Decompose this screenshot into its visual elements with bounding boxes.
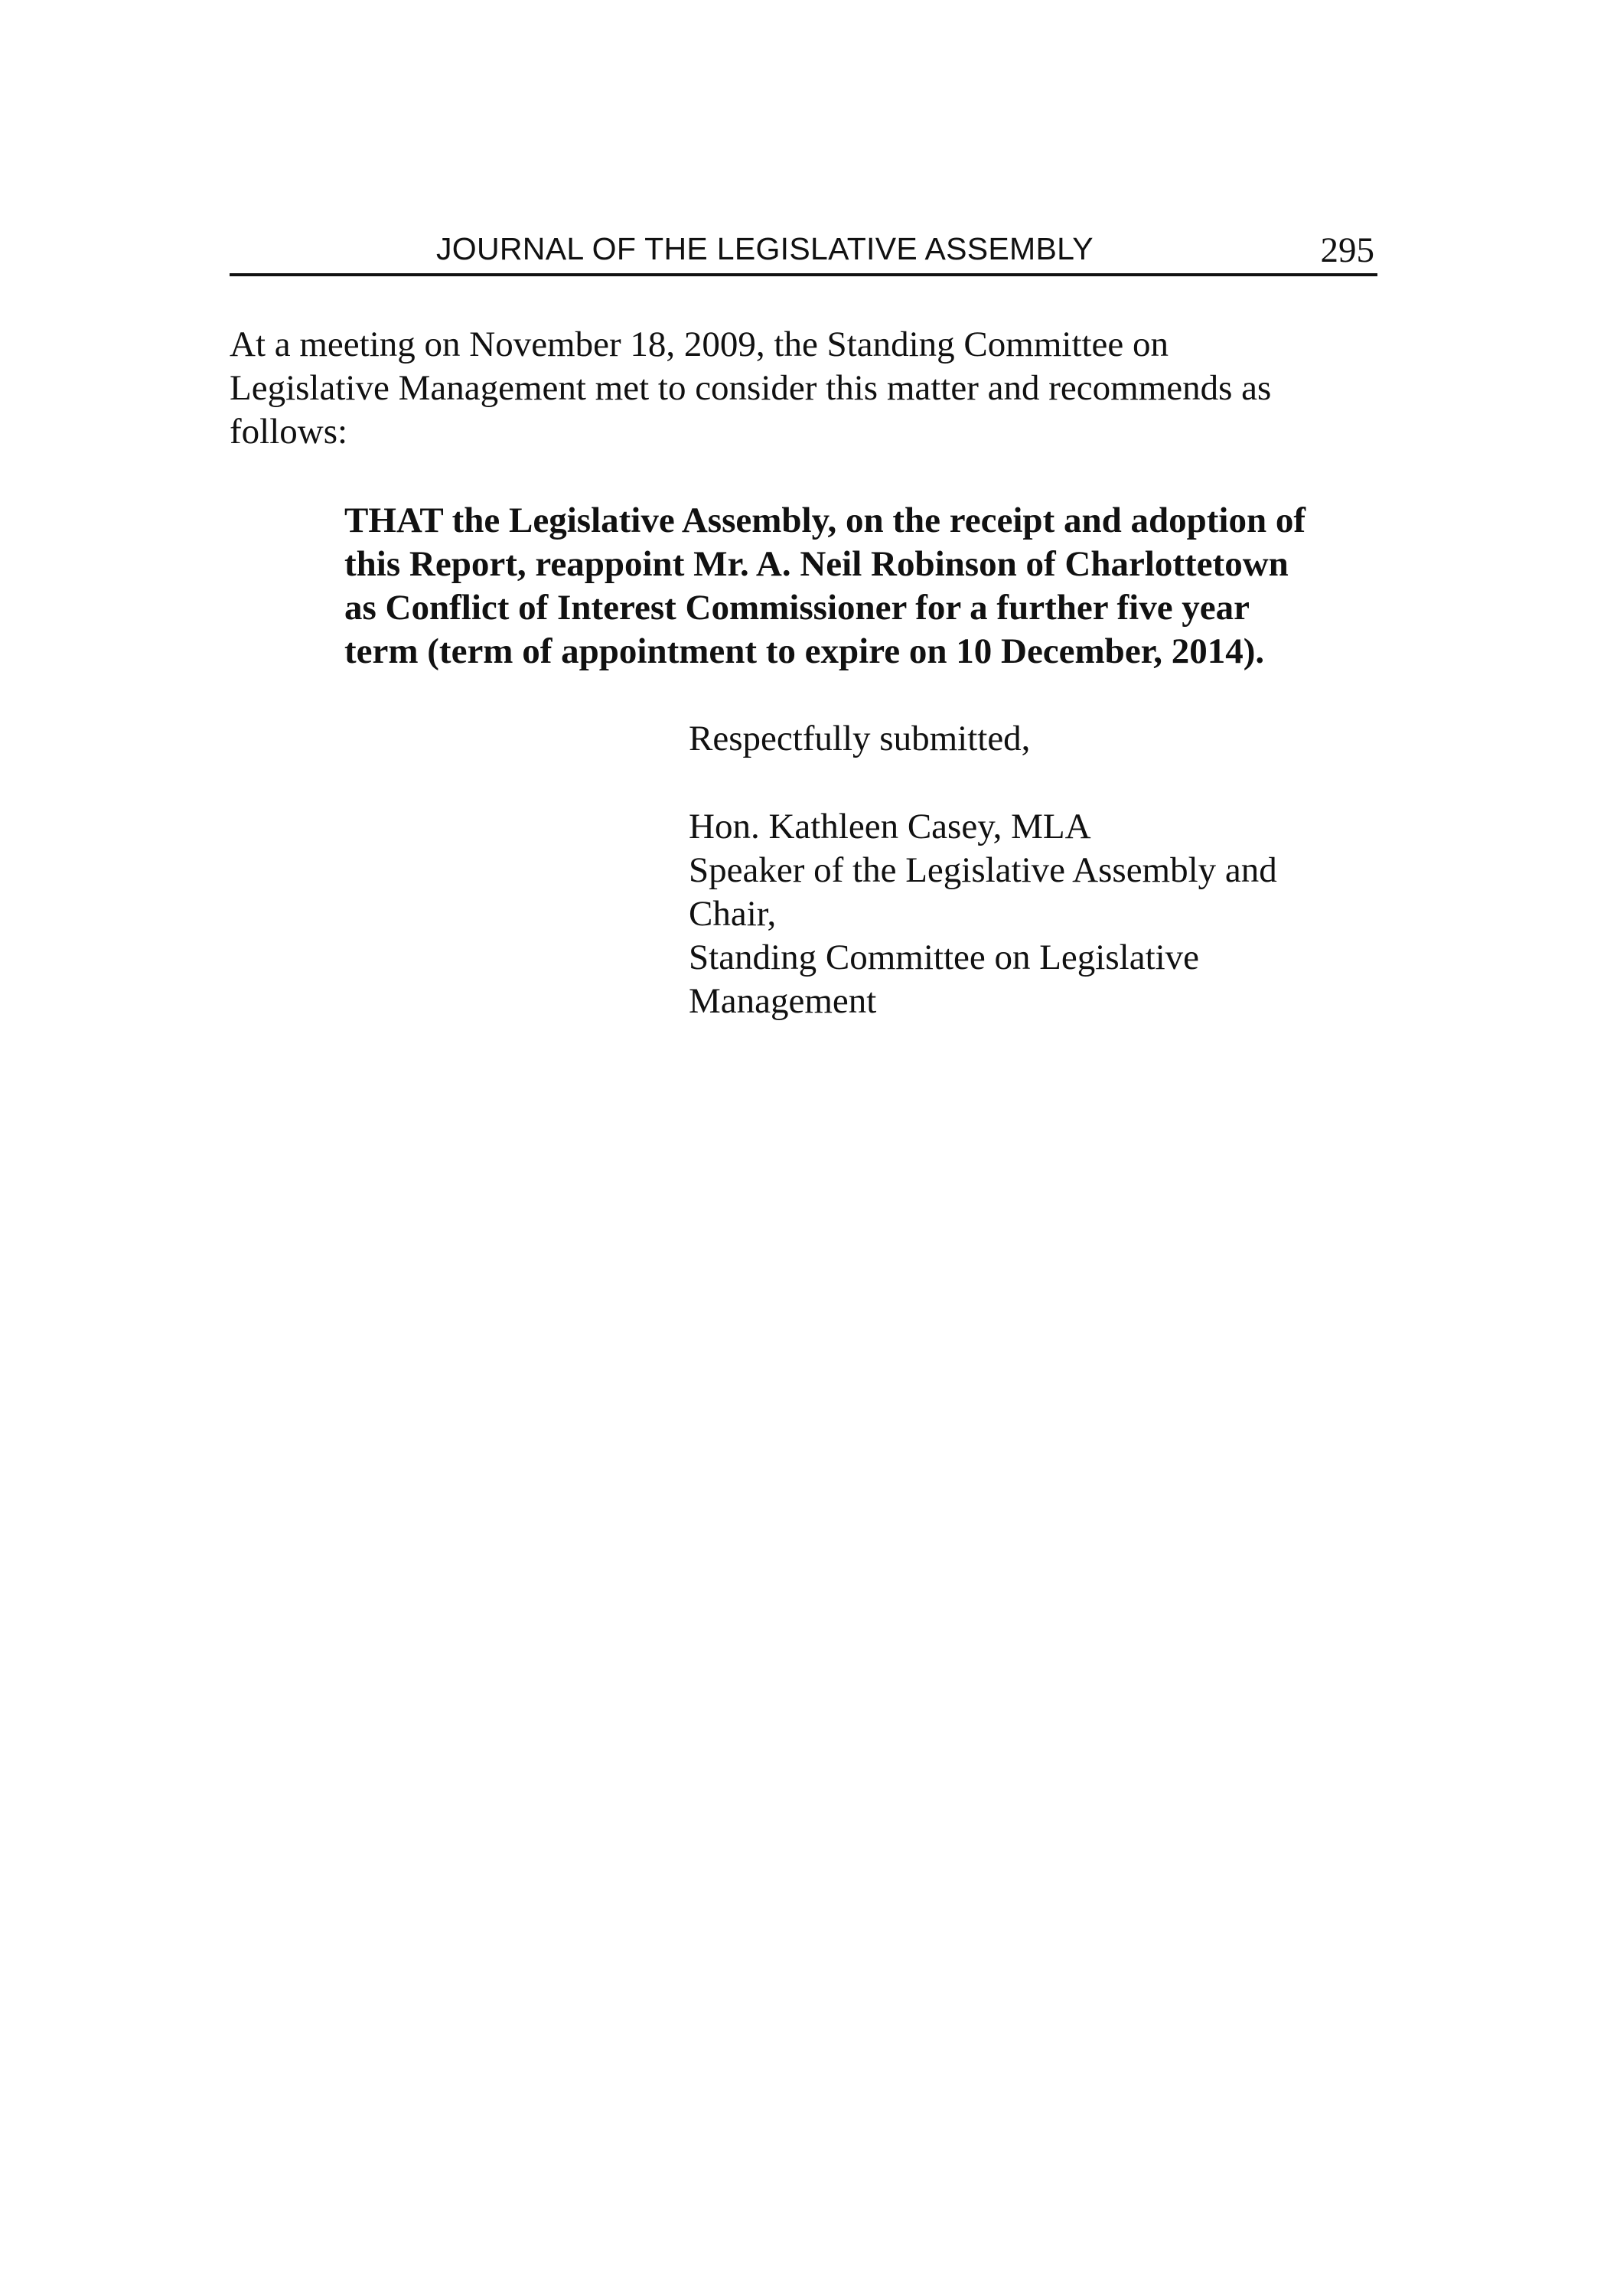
intro-line: At a meeting on November 18, 2009, the Standing Committee on [230,325,1169,364]
motion-line: term (term of appointment to expire on 10 December, 2014). [344,631,1265,671]
journal-title: JOURNAL OF THE LEGISLATIVE ASSEMBLY [436,231,1094,266]
intro-line: Legislative Management met to consider this matter and recommends as [230,368,1272,408]
signature-block [689,805,1377,1023]
motion-line: this Report, reappoint Mr. A. Neil Robinson of Charlottetown [344,544,1289,584]
motion-line: THAT the Legislative Assembly, on the receipt and adoption of [344,501,1306,540]
intro-line: follows: [230,412,348,452]
signatory-title-line: Chair, [689,894,777,934]
header-rule [230,273,1377,276]
signatory-name: Hon. Kathleen Casey, MLA [689,807,1091,846]
page-number: 295 [1320,230,1374,270]
signatory-title-line: Speaker of the Legislative Assembly and [689,850,1277,890]
closing-line: Respectfully submitted, [689,719,1031,758]
motion-line: as Conflict of Interest Commissioner for a further five year [344,588,1250,628]
motion-text [344,499,1385,673]
signatory-title-line: Standing Committee on Legislative [689,938,1200,977]
signatory-title-line: Management [689,981,877,1021]
intro-paragraph [230,323,1377,454]
running-header [230,227,1377,280]
